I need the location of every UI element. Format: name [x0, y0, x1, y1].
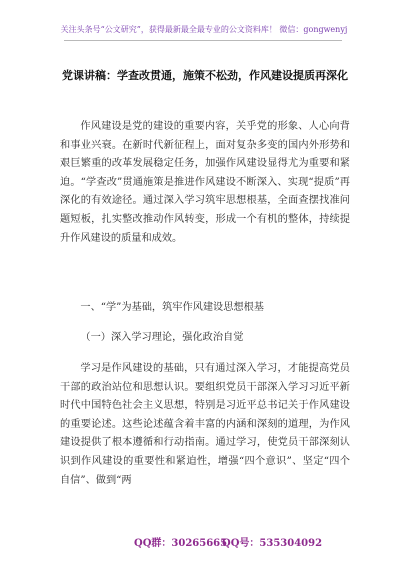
footer-qq-number: QQ号：535304092 — [222, 538, 323, 549]
subsection-heading: （一）深入学习理论，强化政治自觉 — [80, 332, 244, 343]
body-paragraph: 学习是作风建设的基础，只有通过深入学习，才能提高党员干部的政治站位和思想认识。要组织党员干部深入学习习近平新时代中国特色社会主义思想，特别是习近平总书记关于作风建设的重要论述。这些论述蕴含着丰富的内涵和深刻的道理，为作风建设提供了根本遵循和行动指南。通过学习，使党员干部深刻认识到作风建设的重要性和紧迫性，增强“四个意识”、坚定“四个自信”、做到“两 — [60, 363, 350, 486]
section-heading: 一、“学”为基础，筑牢作风建设思想根基 — [80, 302, 264, 313]
footer-qq-group: QQ群：30265665 — [134, 538, 228, 549]
header-banner: 关注头条号“公文研究”，获得最新最全最专业的公文资料库！ 微信：gongwenyj — [60, 25, 348, 34]
intro-paragraph: 作风建设是党的建设的重要内容，关乎党的形象、人心向背和事业兴衰。在新时代新征程上，面对复杂多变的国内外形势和艰巨繁重的改革发展稳定任务，加强作风建设显得尤为重要和紧迫。“学查改”贯通施策是推进作风建设不断深入、实现“提质”再深化的有效途径。通过深入学习筑牢思想根基，全面查摆找准问题短板，扎实整改推动作风转变，形成一个有机的整体，持续提升作风建设的质量和成效。 — [60, 121, 350, 244]
document-title: 党课讲稿：学查改贯通，施策不松劲，作风建设提质再深化 — [62, 69, 348, 82]
header-divider — [64, 40, 342, 41]
footer — [0, 534, 408, 550]
